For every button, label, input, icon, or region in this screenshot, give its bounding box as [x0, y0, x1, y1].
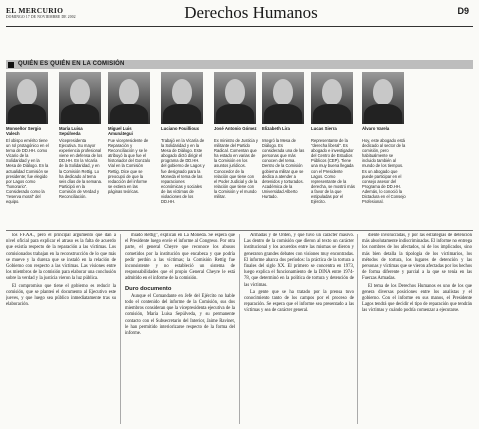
profile-card — [262, 72, 304, 227]
section-title: Derechos Humanos — [184, 3, 318, 22]
article-column-1 — [6, 233, 116, 425]
profile-card — [59, 72, 101, 227]
article-column-2 — [125, 233, 235, 425]
article-paragraph: los FF.AA., pero el principal argumento que dan a nivel oficial para explicar el atraso es la falta de acuerdo que existía respecto de la reparación a las víctimas. Los comisionados trabajan en la reconstrucción de lo que más se mueve y la dureza que se instaló en la relación de Gobierno con respecto a las víctimas. Las visiones entre los miembros de la comisión para elaborar una conclusión sobre la verdad y la justicia vieron la luz pública. — [6, 233, 116, 282]
page-number: D9 — [457, 6, 469, 16]
newspaper-date: DOMINGO 17 DE NOVIEMBRE DE 2002 — [6, 15, 76, 19]
profile-card — [214, 72, 256, 227]
portrait-photo — [161, 72, 203, 124]
portrait-photo — [59, 72, 101, 124]
banner-title: QUIÉN ES QUIÉN EN LA COMISIÓN — [18, 60, 125, 67]
portrait-photo — [311, 72, 353, 124]
profile-name: Miguel Luis Amunátegui — [108, 126, 133, 136]
profile-name: Elizabeth Lira — [262, 126, 290, 131]
profile-card — [362, 72, 404, 227]
column-divider — [239, 234, 240, 424]
portrait-photo — [262, 72, 304, 124]
profile-bio: Hoy, este abogado está dedicado al sector de la comisión, pero habitualmente se incluido también al mundo de los tiempos. Es un abogado que puede participar en el consejo asesor del Programa de DD.HH. Además, lo conoció la Dictadura en el Consejo Profesional. — [362, 138, 406, 205]
article-paragraph: Aunque el Comandante en Jefe del Ejército no hable todo el contenido del informe de la Comisión, sus dos miembros consideran que la vicepresidenta ejecutiva de la comisión, María Luisa Sepúlveda, y su permanente contacto con el Subsecretario del Interior, Jaime Ravinet, le han permitido interiorizarse respecto de la forma del informe. — [125, 293, 235, 337]
profile-name: Luciano Fouillioux — [161, 126, 199, 131]
profile-bio: Ex ministro de Justicia y militante del Partido Radical. Comentan que ha estado en varias de la Comisión en los asuntos jurídicos. Conocedor de la relación que tiene con el Poder Judicial y de la relación que tiene con la Comisión y el mundo militar. — [214, 138, 258, 200]
profile-name: María Luisa Sepúlveda — [59, 126, 83, 136]
portrait-photo — [108, 72, 150, 124]
profile-bio: El obispo emérito tiene un rol protagónico en el tema de DD.HH. como Vicario de la Solidaridad y en la Mesa de Diálogo. En la actualidad Comisión se presidente; fue elegido por Lagos como "honorario". Considerado como la "reserva moral" del equipo. — [6, 138, 49, 205]
article-column-3 — [244, 233, 354, 425]
portrait-photo — [6, 72, 48, 124]
portrait-photo — [362, 72, 404, 124]
profile-card — [311, 72, 353, 227]
top-rule — [6, 26, 473, 27]
profile-card — [6, 72, 48, 227]
profile-card — [108, 72, 150, 227]
profile-bio: Integró la Mesa de Diálogo. Es considerada una de las personas que más conocen del tema. Dentro de la Comisión gobierna militar que se dedica a atender a detenidos y torturados. Académica de la Universidad Alberto Hurtado. — [262, 138, 305, 200]
masthead — [6, 4, 473, 28]
article-paragraph: miado Rettig", explican en La Moneda. Se espera que el Presidente luego envíe el informe al Congreso. Por otra parte, el general Cheyre que reconoce los abusos cometidos por la institución que encabeza y que podría pedir perdón a las víctimas; la Comisión Rettig fue inconsistente y no estableció un sistema de responsabilidades que el propio General Cheyre le está admitido en el informe de la comisión. — [125, 233, 235, 282]
portrait-photo — [214, 72, 256, 124]
newspaper-name: EL MERCURIO — [6, 6, 64, 15]
article-column-4 — [362, 233, 472, 425]
article-paragraph: Armadas y de Orden, y que tuvo un carácter masivo. Las dentro de la comisión que dieron al texto un carácter institucional y los acuerdos entre las mismas se dieron y generaron grandes debates con visiones muy encontradas. El informe abarca dos períodos: la práctica de la tortura a finales del siglo XX. El primero se concentra en 1973, luego explica el funcionamiento de la DINA entre 1974-78, que determinó en la política de tortura y detención de las víctimas. — [244, 233, 354, 288]
article-paragraph: La gente que se ha tratado por la prensa tuvo conocimiento tanto de los campos por el proceso de reparación. Se espera que el informe sea presentado a las víctimas y sea de carácter general. — [244, 289, 354, 314]
profile-bio: Representante de la "derecha liberal". Es abogado e investigador del Centro de Estudios Públicos (CEP). Tiene una muy buena llegada con el Presidente Lagos. Como representante de la derecha, se mostró más a favor de la que estipuladas por el Ejército. — [311, 138, 355, 205]
profile-bio: Vicepresidenta Ejecutiva. Su mayor experiencia profesional viene en defensa de los DD.HH. En la Vicaría de la Solidaridad, y en la Comisión Rettig. Lo ha dedicado al tema seis días de la semana. Participó en la Comisión de Verdad y Reconciliación. — [59, 138, 103, 200]
profile-name: José Antonio Gómez — [214, 126, 257, 131]
profile-name: Álvaro Varela — [362, 126, 390, 131]
profile-card — [161, 72, 203, 227]
profiles-row — [6, 72, 473, 227]
profile-bio: Fue vicepresidente de Reparación y Reconciliación y se le atribuyó la que fue el historiador del Gonzalo Vial en la Comisión Rettig. Dice que se preocupó de que la redacción del informe se extiera en las páginas teóricas. — [108, 138, 151, 194]
section-divider — [6, 230, 473, 231]
article-paragraph: diente involucradas, y por las estrategias de detención más absolutamente indiscriminadas. El informe no entrega los nombres de los afectados, ni de los implicados, sino más bien detalla la tipología de los victimarios, los métodos de tortura, los lugares de detención y las personas y víctimas que se vieron afectadas por los hechos de forma diferente y parcial a la que se tenía en las Fuerzas Armadas. — [362, 233, 472, 282]
profile-bio: Trabajó en la Vicaría de la Solidaridad y en la Mesa de Diálogo. Este abogado dictó dirigir el programa de DD.HH. del gobierno de Lagos y fue designado para la Moneda el tema de las reparaciones económicas y sociales de las víctimas de violaciones de los DD.HH. — [161, 138, 205, 205]
article-paragraph: El compromiso que tiene el gobierno es reducir la comisión, que se planteó el documento al Ejecutivo este jueves, y que luego sea público inmediatamente tras su elaboración. — [6, 283, 116, 308]
profile-name: Monseñor Sergio Valech — [6, 126, 42, 136]
article-subhead: Duro documento — [125, 285, 172, 292]
profile-name: Lucas Sierra — [311, 126, 337, 131]
column-divider — [120, 234, 121, 424]
article-paragraph: El tema de los Derechos Humanos es uno de los que genera diversas posiciones entre los analistas y el gobierno. Con el informe en sus manos, el Presidente Lagos tendrá que decidir el tipo de reparación que tendrán las víctimas y cuándo podría comenzar a ejecutarse. — [362, 283, 472, 314]
square-bullet-icon — [8, 62, 14, 68]
column-divider — [357, 234, 358, 424]
section-banner — [6, 60, 473, 69]
